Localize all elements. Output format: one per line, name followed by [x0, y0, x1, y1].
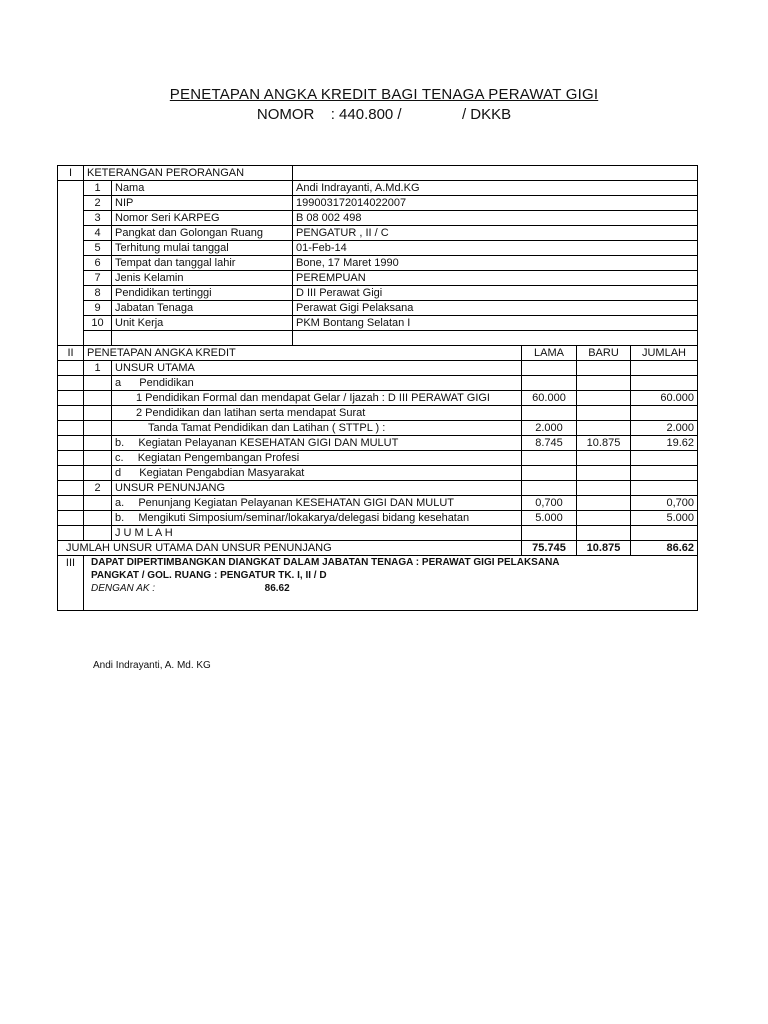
row-label: Terhitung mulai tanggal — [112, 241, 293, 256]
row-number: 9 — [84, 301, 112, 316]
pengabdian-row — [58, 466, 698, 481]
row-value: B 08 002 498 — [293, 211, 698, 226]
row-value: PEREMPUAN — [293, 271, 698, 286]
row-value: 01-Feb-14 — [293, 241, 698, 256]
row-number: 8 — [84, 286, 112, 301]
row-label: Pangkat dan Golongan Ruang — [112, 226, 293, 241]
unsur-penunjang-row — [58, 481, 698, 496]
table-row — [58, 256, 698, 271]
row-value: Perawat Gigi Pelaksana — [293, 301, 698, 316]
sttpl-row-1 — [58, 406, 698, 421]
row-number: 10 — [84, 316, 112, 331]
value-jumlah: 5.000 — [631, 511, 698, 526]
pengabdian-label: d Kegiatan Pengabdian Masyarakat — [112, 466, 522, 481]
row-label: NIP — [112, 196, 293, 211]
row-value: D III Perawat Gigi — [293, 286, 698, 301]
value-jumlah: 2.000 — [631, 421, 698, 436]
jumlah-label: J U M L A H — [112, 526, 522, 541]
row-number: 2 — [84, 196, 112, 211]
sttpl-label: 2 Pendidikan dan latihan serta mendapat Surat — [112, 406, 522, 421]
document-title: PENETAPAN ANGKA KREDIT BAGI TENAGA PERAWAT GIGI — [169, 86, 599, 103]
row-label: Tempat dan tanggal lahir — [112, 256, 293, 271]
section3-line2: PANGKAT / GOL. RUANG : PENGATUR TK. I, II / D — [91, 570, 327, 581]
table-row — [58, 316, 698, 331]
section2-roman: II — [58, 346, 84, 361]
table-row — [58, 271, 698, 286]
row-number: 2 — [84, 481, 112, 496]
value-baru: 10.875 — [577, 436, 631, 451]
table-row — [58, 226, 698, 241]
row-number: 7 — [84, 271, 112, 286]
row-label: Pendidikan tertinggi — [112, 286, 293, 301]
nomor-suffix: / DKKB — [461, 106, 512, 123]
profesi-label: c. Kegiatan Pengembangan Profesi — [112, 451, 522, 466]
value-jumlah: 60.000 — [631, 391, 698, 406]
total-jumlah: 86.62 — [631, 541, 698, 556]
sttpl-label-cont: Tanda Tamat Pendidikan dan Latihan ( STTPL ) : — [112, 421, 522, 436]
credit-table — [57, 165, 698, 611]
sttpl-row-2 — [58, 421, 698, 436]
total-label: JUMLAH UNSUR UTAMA DAN UNSUR PENUNJANG — [58, 541, 522, 556]
simposium-label: b. Mengikuti Simposium/seminar/lokakarya/delegasi bidang kesehatan — [112, 511, 522, 526]
nomor-label: NOMOR — [256, 106, 315, 123]
table-row — [58, 301, 698, 316]
row-number: 6 — [84, 256, 112, 271]
profesi-row — [58, 451, 698, 466]
row-number: 3 — [84, 211, 112, 226]
total-lama: 75.745 — [522, 541, 577, 556]
penunjang-pelayanan-label: a. Penunjang Kegiatan Pelayanan KESEHATAN GIGI DAN MULUT — [112, 496, 522, 511]
row-number: 1 — [84, 361, 112, 376]
table-row — [58, 196, 698, 211]
value-jumlah: 19.62 — [631, 436, 698, 451]
section3-roman: III — [58, 556, 84, 611]
section3-row — [58, 556, 698, 611]
document-number — [0, 106, 768, 123]
row-label: Unit Kerja — [112, 316, 293, 331]
unsur-utama-row — [58, 361, 698, 376]
total-row — [58, 541, 698, 556]
simposium-row — [58, 511, 698, 526]
row-value: 199003172014022007 — [293, 196, 698, 211]
row-label: Nomor Seri KARPEG — [112, 211, 293, 226]
row-label: Jabatan Tenaga — [112, 301, 293, 316]
total-baru: 10.875 — [577, 541, 631, 556]
unsur-utama-title: UNSUR UTAMA — [112, 361, 522, 376]
value-lama: 2.000 — [522, 421, 577, 436]
row-value: Andi Indrayanti, A.Md.KG — [293, 181, 698, 196]
section2-header-row — [58, 346, 698, 361]
value-lama: 60.000 — [522, 391, 577, 406]
pendidikan-formal-label: 1 Pendidikan Formal dan mendapat Gelar / Ijazah : D III PERAWAT GIGI — [112, 391, 522, 406]
col-header-lama: LAMA — [522, 346, 577, 361]
value-jumlah: 0,700 — [631, 496, 698, 511]
section2-title: PENETAPAN ANGKA KREDIT — [84, 346, 522, 361]
row-value: Bone, 17 Maret 1990 — [293, 256, 698, 271]
pelayanan-row — [58, 436, 698, 451]
row-number: 4 — [84, 226, 112, 241]
section3-ak: DENGAN AK : 86.62 — [91, 583, 290, 594]
row-number: 1 — [84, 181, 112, 196]
signature-name: Andi Indrayanti, A. Md. KG — [93, 660, 211, 671]
blank-row — [58, 331, 698, 346]
row-value: PENGATUR , II / C — [293, 226, 698, 241]
section3-content — [84, 556, 698, 611]
col-header-jumlah: JUMLAH — [631, 346, 698, 361]
value-lama: 8.745 — [522, 436, 577, 451]
value-lama: 5.000 — [522, 511, 577, 526]
value-lama: 0,700 — [522, 496, 577, 511]
row-value: PKM Bontang Selatan I — [293, 316, 698, 331]
section1-title: KETERANGAN PERORANGAN — [84, 166, 293, 181]
row-label: Nama — [112, 181, 293, 196]
jumlah-row — [58, 526, 698, 541]
unsur-penunjang-title: UNSUR PENUNJANG — [112, 481, 522, 496]
section1-header-row — [58, 166, 698, 181]
row-number: 5 — [84, 241, 112, 256]
pelayanan-label: b. Kegiatan Pelayanan KESEHATAN GIGI DAN MULUT — [112, 436, 522, 451]
row-label: Jenis Kelamin — [112, 271, 293, 286]
table-row — [58, 286, 698, 301]
nomor-value: : 440.800 / — [330, 106, 402, 123]
pendidikan-title: a Pendidikan — [112, 376, 522, 391]
table-row — [58, 211, 698, 226]
pendidikan-formal-row — [58, 391, 698, 406]
table-row — [58, 241, 698, 256]
penunjang-pelayanan-row — [58, 496, 698, 511]
section3-line1: DAPAT DIPERTIMBANGKAN DIANGKAT DALAM JABATAN TENAGA : PERAWAT GIGI PELAKSANA — [91, 557, 560, 568]
pendidikan-row — [58, 376, 698, 391]
col-header-baru: BARU — [577, 346, 631, 361]
section1-roman: I — [58, 166, 84, 181]
table-row — [58, 181, 698, 196]
